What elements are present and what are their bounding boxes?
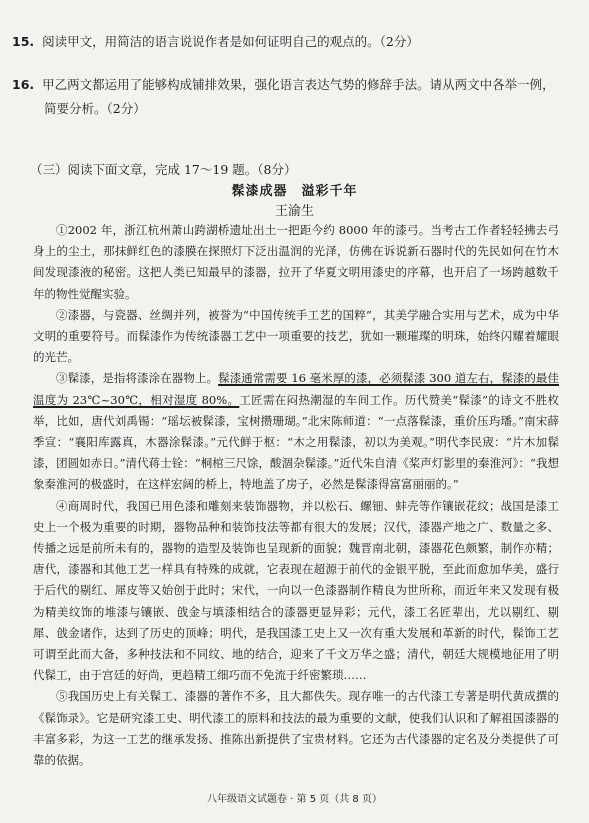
section-heading: （三）阅读下面文章，完成 17～19 题。（8分） [30, 162, 297, 177]
question-text-line-2: 简要分析。（2分） [44, 101, 146, 116]
question-number: 16. [12, 77, 35, 92]
paragraph-1: ①2002 年，浙江杭州萧山跨湖桥遗址出土一把距今约 8000 年的漆弓。当考古工作者轻轻拂去弓身上的尘土，那抹鲜红色的漆膜在探照灯下泛出温润的光泽，仿佛在诉说新石器时代的先民如何在竹木间发现漆液的秘密。这把人类已知最早的漆器，拉开了华夏文明用漆史的序幕，也开启了一场跨越数千年的物性觉醒实验。 [33, 223, 559, 301]
paragraph-3-end: 工匠需在闷热潮湿的车间工作。历代赞美“髹漆”的诗文不胜枚举，比如，唐代刘禹锡：“瑶坛被髹漆，宝树攒珊瑚。”北宋陈师道：“一点落髹漆，重价压玙璠。”南宋薛季宣：“襄阳库露真，木器涂髹漆。”元代鲜于枢：“木之用髹漆，初以为美观。”明代李民宬：“片木加髹漆，团圆如赤日。”清代蒋士铨：“桐棺三尺馀，酸涸杂髹漆。”近代朱自清《桨声灯影里的秦淮河》：“我想象秦淮河的极盛时，在这样宏阔的桥上，特地盖了房子，必然是髹漆得富富丽丽的。” [33, 392, 559, 492]
question-number: 15. [12, 34, 35, 49]
question-15 [12, 30, 571, 54]
page-footer: 八年级语文试题卷 · 第 5 页（共 8 页） [207, 794, 382, 805]
paragraph-5: ⑤我国历史上有关髹工、漆器的著作不多，且大都佚失。现存唯一的古代漆工专著是明代黄成撰的《髹饰录》。它是研究漆工史、明代漆工的原料和技法的最为重要的文献，使我们认识和了解祖国漆器的丰富多彩，为这一工艺的继承发扬、推陈出新提供了宝贵材料。它还为古代漆器的定名及分类提供了可靠的依据。 [33, 689, 559, 768]
question-text-line-1: 甲乙两文都运用了能够构成铺排效果，强化语言表达气势的修辞手法。请从两文中各举一例， [42, 77, 555, 92]
underlined-sentence: 髹漆通常需要 16 毫米厚的漆，必须髹漆 300 道左右，髹漆的最佳温度为 23℃~30℃，相对湿度 80%。 [33, 371, 560, 407]
question-text: 阅读甲文，用简洁的语言说说作者是如何证明自己的观点的。（2分） [42, 34, 419, 49]
paragraph-2: ②漆器，与瓷器、丝绸并列，被誉为“中国传统手工艺的国粹”，其美学融合实用与艺术，成为中华文明的重要符号。而髹漆作为传统漆器工艺中一项重要的技艺，犹如一颗璀璨的明珠，始终闪耀着耀眼的光芒。 [33, 307, 559, 365]
paragraph-3-start: ③髹漆，是指将漆涂在器物上。 [56, 371, 219, 386]
question-16 [12, 73, 571, 121]
article-body [33, 220, 559, 771]
article-title: 髹漆成器 溢彩千年 [231, 184, 358, 199]
paragraph-4: ④商周时代，我国已用色漆和雕刻来装饰器物，并以松石、螺钿、蚌壳等作镶嵌花纹；战国是漆工史上一个极为重要的时期，器物品种和装饰技法等都有很大的发展；汉代，漆器产地之广、数量之多、传播之远是前所未有的，器物的造型及装饰也呈现新的面貌；魏晋南北朝，漆器花色颇繁，制作亦精；唐代，漆器和其他工艺一样具有特殊的成就，它表现在超源于前代的金银平脱，至此而愈加华美，盛行于后代的剔红、犀皮等又始创于此时；宋代，一向以一色漆器制作精良为世所称，而近年来又发现有极为精美纹饰的堆漆与镶嵌、戗金与填漆相结合的漆器更显异彩；元代，漆工名匠辈出，尤以剔红、剔犀、戗金诸作，达到了历史的顶峰；明代，是我国漆工史上又一次有重大发展和革新的时代，髹饰工艺可谓至此而大备，多种技法和不同纹、地的结合，迎来了千文万华之盛；清代，朝廷大规模地征用了明代髹工，由于宫廷的好尚，更趋精工细巧而不免流于纤密繁琐…… [33, 498, 559, 683]
article-author: 王渝生 [274, 204, 314, 219]
paragraph-3 [33, 368, 559, 495]
